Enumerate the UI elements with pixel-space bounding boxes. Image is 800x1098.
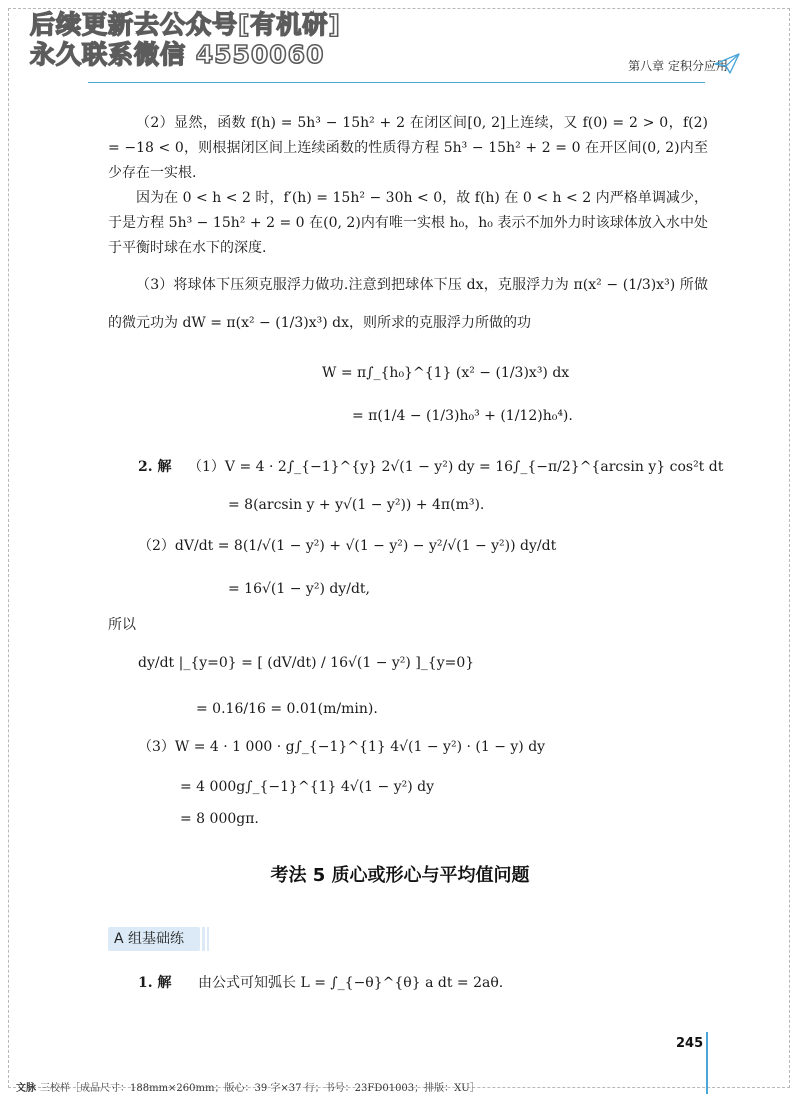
- paragraph-part3: （3）将球体下压须克服浮力做功.注意到把球体下压 dx，克服浮力为 π(x² − (1/3)x³) 所做的微元功为 dW = π(x² − (1/3)x³) dx，则所求的克服浮力所做的功: [108, 277, 708, 331]
- footer-brand: 文脉: [16, 1083, 36, 1094]
- equation-pump-work-step: = 4 000g∫_{−1}^{1} 4√(1 − y²) dy: [180, 779, 435, 795]
- equation-pump-work-result: = 8 000gπ.: [180, 811, 259, 827]
- equation-volume-rate-result: = 16√(1 − y²) dy/dt,: [228, 581, 370, 597]
- page-number: 245: [676, 1036, 704, 1051]
- equation-volume-result: = 8(arcsin y + y√(1 − y²)) + 4π(m³).: [228, 497, 485, 513]
- equation-work-integral: W = π∫_{h₀}^{1} (x² − (1/3)x³) dx: [322, 365, 570, 381]
- equation-work-result: = π(1/4 − (1/3)h₀³ + (1/12)h₀⁴).: [352, 408, 573, 424]
- group-label: A 组基础练: [108, 927, 200, 951]
- group-label-stripe: [202, 927, 205, 951]
- watermark-line-1: 后续更新去公众号[有机研]: [30, 10, 341, 39]
- watermark: [30, 10, 341, 70]
- equation-arc-length: 由公式可知弧长 L = ∫_{−θ}^{θ} a dt = 2aθ.: [198, 975, 504, 991]
- group-label-stripe: [207, 927, 209, 951]
- equation-volume: （1）V = 4 · 2∫_{−1}^{y} 2√(1 − y²) dy = 16∫_{−π/2}^{arcsin y} cos²t dt: [188, 459, 724, 475]
- watermark-line-2: 永久联系微信 4550060: [30, 40, 325, 69]
- section-title: 考法 5 质心或形心与平均值问题: [270, 865, 530, 886]
- text-so: 所以: [108, 617, 136, 633]
- header-rule: [88, 82, 705, 83]
- equation-pump-work: （3）W = 4 · 1 000 · g∫_{−1}^{1} 4√(1 − y²) · (1 − y) dy: [138, 739, 546, 755]
- paragraph-monotone: 因为在 0 < h < 2 时，f′(h) = 15h² − 30h < 0，故 f(h) 在 0 < h < 2 内严格单调减少，于是方程 5h³ − 15h² + 2 = 0 在(0, 2)内有唯一实根 h₀，h₀ 表示不加外力时该球体放入水中处于平衡时球在水下的深度.: [108, 190, 708, 256]
- paragraph-part2: （2）显然，函数 f(h) = 5h³ − 15h² + 2 在闭区间[0, 2]上连续，又 f(0) = 2 > 0，f(2) = −18 < 0，则根据闭区间上连续函数的性质得方程 5h³ − 15h² + 2 = 0 在开区间(0, 2)内至少存在一实根.: [108, 115, 708, 181]
- solution-1-label: 1. 解: [138, 975, 172, 991]
- side-rule: [706, 1032, 708, 1094]
- solution-2-label: 2. 解: [138, 459, 172, 475]
- equation-height-rate: dy/dt |_{y=0} = [ (dV/dt) / 16√(1 − y²) ]_{y=0}: [138, 655, 475, 671]
- chapter-title: 第八章 定积分应用: [628, 59, 728, 73]
- footer-info: 三校样［成品尺寸：188mm×260mm；版心：39 字×37 行；书号：23FD01003；排版：XU］: [40, 1083, 480, 1094]
- print-footer: [16, 1079, 480, 1094]
- equation-height-rate-result: = 0.16/16 = 0.01(m/min).: [196, 701, 378, 717]
- equation-volume-rate: （2）dV/dt = 8(1/√(1 − y²) + √(1 − y²) − y²/√(1 − y²)) dy/dt: [138, 538, 557, 554]
- paper-plane-icon: [714, 52, 740, 74]
